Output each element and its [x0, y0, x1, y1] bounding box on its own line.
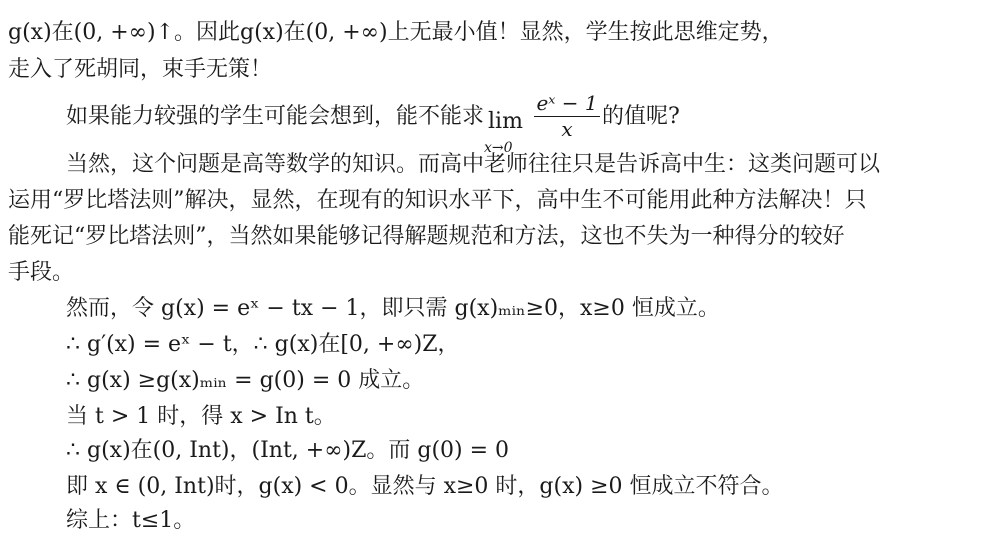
math-line-contradiction: 即 x ∈ (0, Int)时，g(x) < 0。显然与 x≥0 时，g(x) ≥0 恒成立不符合。 [66, 474, 784, 499]
text-line-3-limit [66, 91, 680, 156]
limit-operator [484, 95, 532, 156]
fraction-numerator: eˣ − 1 [536, 91, 598, 115]
text-line-4: 当然，这个问题是高等数学的知识。而高中老师往往只是告诉高中生：这类问题可以 [66, 152, 881, 177]
fraction-denominator: x [561, 117, 573, 141]
limit-question-end: 的值呢? [602, 104, 680, 129]
lim-subscript: x→0 [484, 140, 513, 156]
math-line-conclusion: 综上：t≤1。 [66, 508, 196, 533]
math-line-minimum: ∴ g(x) ≥g(x)ₘᵢₙ = g(0) = 0 成立。 [66, 368, 425, 393]
lim-word: lim [488, 109, 523, 134]
math-line-define-g: 然而，令 g(x) = eˣ − tx − 1，即只需 g(x)ₘᵢₙ≥0，x≥0 恒成立。 [66, 296, 720, 321]
math-line-monotonic: ∴ g(x)在(0, Int)，(Int, +∞)Z。而 g(0) = 0 [66, 438, 510, 463]
text-line-7: 手段。 [8, 260, 75, 285]
text-line-2: 走入了死胡同，束手无策！ [8, 57, 273, 82]
limit-fraction [532, 92, 602, 142]
limit-question-text: 如果能力较强的学生可能会想到，能不能求 [66, 104, 485, 129]
text-line-1: g(x)在(0, +∞)↑。因此g(x)在(0, +∞)上无最小值！显然，学生按此思维定势， [8, 20, 784, 45]
math-line-derivative: ∴ g′(x) = eˣ − t，∴ g(x)在[0, +∞)Z， [66, 332, 460, 357]
math-line-case-t: 当 t > 1 时，得 x > In t。 [66, 404, 336, 429]
text-line-5: 运用“罗比塔法则”解决，显然，在现有的知识水平下，高中生不可能用此种方法解决！只 [8, 188, 867, 213]
text-line-6: 能死记“罗比塔法则”，当然如果能够记得解题规范和方法，这也不失为一种得分的较好 [8, 224, 845, 249]
